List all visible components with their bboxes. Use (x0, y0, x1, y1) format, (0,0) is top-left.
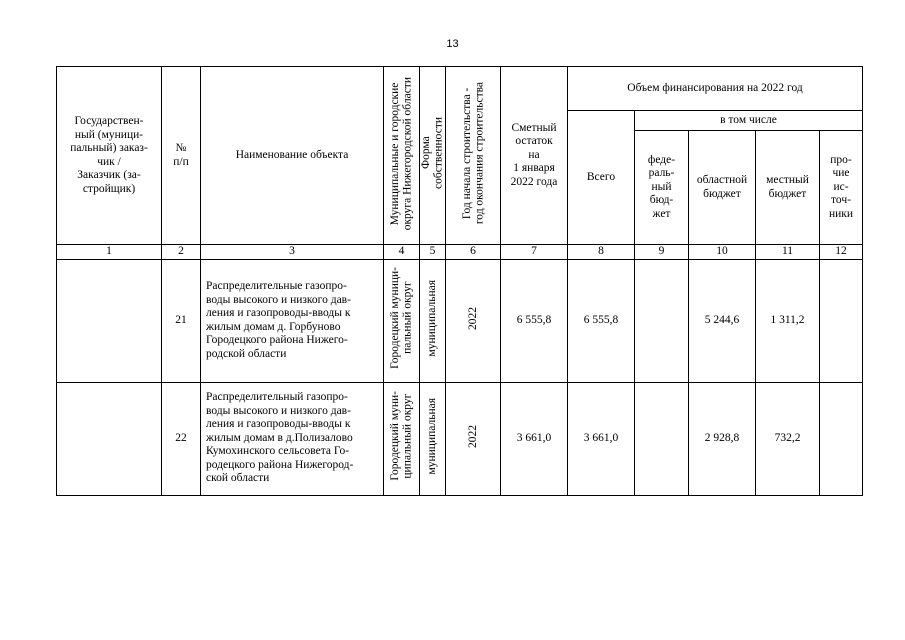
column-number: 3 (201, 245, 384, 260)
cell-ownership (420, 382, 446, 495)
column-number: 2 (162, 245, 201, 260)
column-number: 11 (756, 245, 820, 260)
cell-number: 22 (162, 382, 201, 495)
cell-years-text: 2022 (466, 306, 479, 330)
header-row-1 (57, 67, 863, 111)
header-number: № п/п (162, 67, 201, 245)
page-number: 13 (446, 38, 459, 50)
header-including: в том числе (635, 111, 863, 131)
header-financing-title: Объем финансирования на 2022 год (568, 67, 863, 111)
cell-customer (57, 382, 162, 495)
column-number: 12 (820, 245, 863, 260)
cell-other (820, 382, 863, 495)
cell-other (820, 259, 863, 382)
header-municipality-text: Муниципальные и городские округа Нижегородской области (389, 76, 414, 230)
header-total: Всего (568, 111, 635, 245)
table-row (57, 382, 863, 495)
header-estimate-balance: Сметный остаток на 1 января 2022 года (501, 67, 568, 245)
cell-ownership-text: муниципальная (426, 397, 439, 475)
cell-federal (635, 259, 689, 382)
cell-estimate-balance: 3 661,0 (501, 382, 568, 495)
cell-local: 1 311,2 (756, 259, 820, 382)
cell-total: 6 555,8 (568, 259, 635, 382)
header-municipality (384, 67, 420, 245)
cell-years (446, 259, 501, 382)
cell-regional: 5 244,6 (689, 259, 756, 382)
header-years (446, 67, 501, 245)
column-number: 4 (384, 245, 420, 260)
cell-local: 732,2 (756, 382, 820, 495)
header-regional: областной бюджет (689, 131, 756, 245)
header-federal: феде- раль- ный бюд- жет (635, 131, 689, 245)
column-number: 10 (689, 245, 756, 260)
cell-years-text: 2022 (466, 424, 479, 448)
header-other: про- чие ис- точ- ники (820, 131, 863, 245)
header-local: местный бюджет (756, 131, 820, 245)
cell-object-name: Распределительные газопро- воды высокого и низкого дав- ления и газопроводы-вводы к жилым домам д. Горбуново Городецкого района Нижего- родской области (201, 259, 384, 382)
header-ownership-text: Форма собственности (420, 117, 445, 190)
cell-municipality (384, 382, 420, 495)
header-object-name: Наименование объекта (201, 67, 384, 245)
table-row (57, 259, 863, 382)
column-number: 7 (501, 245, 568, 260)
cell-estimate-balance: 6 555,8 (501, 259, 568, 382)
cell-municipality-text: Городецкий муници- пальный округ (389, 267, 414, 370)
column-number: 8 (568, 245, 635, 260)
cell-total: 3 661,0 (568, 382, 635, 495)
column-numbers-row (57, 245, 863, 260)
column-number: 1 (57, 245, 162, 260)
cell-customer (57, 259, 162, 382)
cell-federal (635, 382, 689, 495)
column-number: 9 (635, 245, 689, 260)
column-number: 5 (420, 245, 446, 260)
header-customer: Государствен- ный (муници- пальный) заказ- чик / Заказчик (за- стройщик) (57, 67, 162, 245)
cell-ownership (420, 259, 446, 382)
cell-municipality (384, 259, 420, 382)
cell-municipality-text: Городецкий муни- ципальный округ (389, 391, 414, 482)
cell-object-name: Распределительный газопро- воды высокого и низкого дав- ления и газопроводы-вводы к жилым домам в д.Полизалово Кумохинского сельсовета Го- родецкого района Нижегород- ской области (201, 382, 384, 495)
cell-regional: 2 928,8 (689, 382, 756, 495)
header-ownership (420, 67, 446, 245)
column-number: 6 (446, 245, 501, 260)
header-years-text: Год начала строительства - год окончания строительства (460, 82, 485, 225)
cell-number: 21 (162, 259, 201, 382)
cell-years (446, 382, 501, 495)
cell-ownership-text: муниципальная (426, 279, 439, 357)
financing-table (56, 66, 863, 496)
